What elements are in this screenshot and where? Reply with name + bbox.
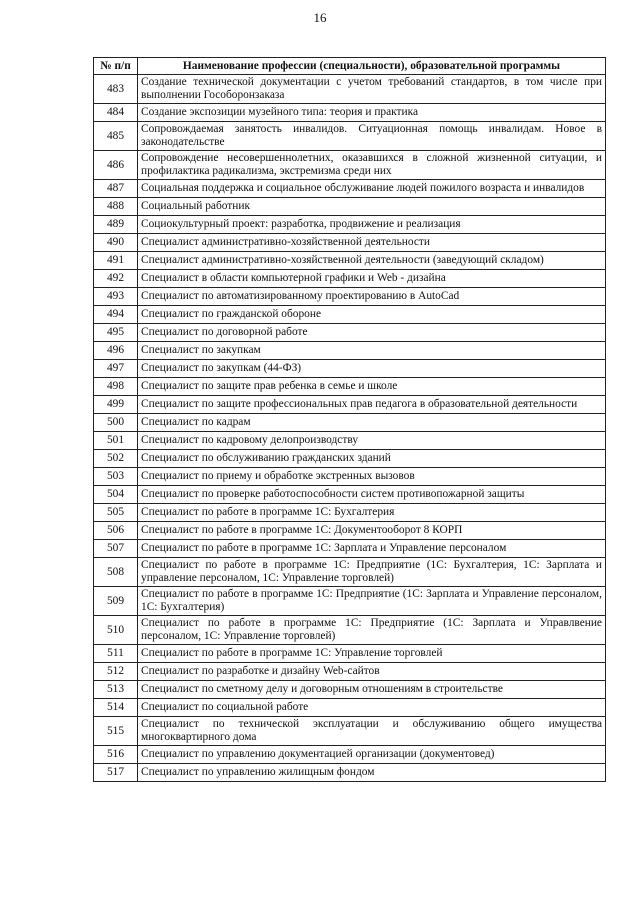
row-number: 507	[94, 540, 138, 558]
row-number: 511	[94, 645, 138, 663]
program-name: Специалист по социальной работе	[138, 699, 606, 717]
row-number: 515	[94, 717, 138, 746]
table-row	[94, 360, 606, 378]
program-name: Специалист по управлению документацией организации (документовед)	[138, 746, 606, 764]
program-name: Специалист по кадровому делопроизводству	[138, 432, 606, 450]
row-number: 492	[94, 270, 138, 288]
table-row	[94, 558, 606, 587]
table-row	[94, 681, 606, 699]
row-number: 505	[94, 504, 138, 522]
professions-table	[93, 57, 606, 782]
row-number: 490	[94, 234, 138, 252]
program-name: Специалист по работе в программе 1С: Предприятие (1С: Бухгалтерия, 1С: Зарплата и управление персоналом, 1С: Управление торговлей)	[138, 558, 606, 587]
program-name: Специалист по разработке и дизайну Web-сайтов	[138, 663, 606, 681]
row-number: 484	[94, 104, 138, 122]
table-row	[94, 151, 606, 180]
row-number: 501	[94, 432, 138, 450]
table-row	[94, 522, 606, 540]
row-number: 502	[94, 450, 138, 468]
row-number: 483	[94, 75, 138, 104]
table-row	[94, 270, 606, 288]
program-name: Специалист по работе в программе 1С: Документооборот 8 КОРП	[138, 522, 606, 540]
table-row	[94, 306, 606, 324]
table-row	[94, 288, 606, 306]
row-number: 489	[94, 216, 138, 234]
row-number: 491	[94, 252, 138, 270]
table-row	[94, 663, 606, 681]
table-row	[94, 504, 606, 522]
table-row	[94, 432, 606, 450]
program-name: Специалист по гражданской обороне	[138, 306, 606, 324]
row-number: 509	[94, 587, 138, 616]
table-row	[94, 764, 606, 782]
row-number: 498	[94, 378, 138, 396]
program-name: Специалист по закупкам	[138, 342, 606, 360]
program-name: Специалист по автоматизированному проектированию в AutoCad	[138, 288, 606, 306]
table-row	[94, 414, 606, 432]
table-row	[94, 587, 606, 616]
header-num: № п/п	[94, 58, 138, 75]
row-number: 514	[94, 699, 138, 717]
program-name: Специалист административно-хозяйственной деятельности (заведующий складом)	[138, 252, 606, 270]
program-name: Специалист по приему и обработке экстренных вызовов	[138, 468, 606, 486]
program-name: Специалист по работе в программе 1С: Бухгалтерия	[138, 504, 606, 522]
program-name: Сопровождение несовершеннолетних, оказавшихся в сложной жизненной ситуации, и профилактика радикализма, экстремизма среди них	[138, 151, 606, 180]
program-name: Специалист по защите профессиональных прав педагога в образовательной деятельности	[138, 396, 606, 414]
program-name: Социальный работник	[138, 198, 606, 216]
program-name: Специалист в области компьютерной графики и Web - дизайна	[138, 270, 606, 288]
row-number: 486	[94, 151, 138, 180]
table-header-row	[94, 58, 606, 75]
row-number: 510	[94, 616, 138, 645]
program-name: Социокультурный проект: разработка, продвижение и реализация	[138, 216, 606, 234]
row-number: 494	[94, 306, 138, 324]
header-name: Наименование профессии (специальности), образовательной программы	[138, 58, 606, 75]
row-number: 487	[94, 180, 138, 198]
table-row	[94, 216, 606, 234]
row-number: 496	[94, 342, 138, 360]
row-number: 504	[94, 486, 138, 504]
program-name: Специалист по сметному делу и договорным отношениям в строительстве	[138, 681, 606, 699]
table-row	[94, 75, 606, 104]
program-name: Специалист по работе в программе 1С: Управление торговлей	[138, 645, 606, 663]
page-number: 16	[313, 10, 327, 25]
row-number: 513	[94, 681, 138, 699]
table-row	[94, 450, 606, 468]
program-name: Специалист по управлению жилищным фондом	[138, 764, 606, 782]
table-row	[94, 180, 606, 198]
row-number: 500	[94, 414, 138, 432]
program-name: Специалист по кадрам	[138, 414, 606, 432]
row-number: 485	[94, 122, 138, 151]
program-name: Специалист по обслуживанию гражданских зданий	[138, 450, 606, 468]
table-body	[94, 75, 606, 782]
table-row	[94, 645, 606, 663]
program-name: Специалист по работе в программе 1С: Предприятие (1С: Зарплата и Управление персоналом, 1С: Бухгалтерия)	[138, 587, 606, 616]
row-number: 508	[94, 558, 138, 587]
table-row	[94, 396, 606, 414]
row-number: 517	[94, 764, 138, 782]
table-row	[94, 198, 606, 216]
row-number: 488	[94, 198, 138, 216]
row-number: 512	[94, 663, 138, 681]
table-row	[94, 699, 606, 717]
program-name: Специалист по закупкам (44-ФЗ)	[138, 360, 606, 378]
table-row	[94, 252, 606, 270]
table-row	[94, 468, 606, 486]
table-row	[94, 104, 606, 122]
program-name: Специалист по защите прав ребенка в семье и школе	[138, 378, 606, 396]
program-name: Создание технической документации с учетом требований стандартов, в том числе при выполнении Гособоронзаказа	[138, 75, 606, 104]
table-row	[94, 616, 606, 645]
table-row	[94, 486, 606, 504]
program-name: Специалист по проверке работоспособности систем противопожарной защиты	[138, 486, 606, 504]
row-number: 495	[94, 324, 138, 342]
program-name: Специалист по работе в программе 1С: Предприятие (1С: Зарплата и Управлвение персоналом, 1С: Управление торговлей)	[138, 616, 606, 645]
row-number: 499	[94, 396, 138, 414]
program-name: Специалист по договорной работе	[138, 324, 606, 342]
row-number: 497	[94, 360, 138, 378]
table-row	[94, 122, 606, 151]
program-name: Специалист по работе в программе 1С: Зарплата и Управление персоналом	[138, 540, 606, 558]
program-name: Сопровождаемая занятость инвалидов. Ситуационная помощь инвалидам. Новое в законодательстве	[138, 122, 606, 151]
program-name: Социальная поддержка и социальное обслуживание людей пожилого возраста и инвалидов	[138, 180, 606, 198]
table-row	[94, 342, 606, 360]
row-number: 503	[94, 468, 138, 486]
row-number: 493	[94, 288, 138, 306]
program-name: Специалист административно-хозяйственной деятельности	[138, 234, 606, 252]
table-row	[94, 717, 606, 746]
program-name: Создание экспозиции музейного типа: теория и практика	[138, 104, 606, 122]
table-row	[94, 378, 606, 396]
row-number: 506	[94, 522, 138, 540]
table-row	[94, 234, 606, 252]
table-row	[94, 324, 606, 342]
program-name: Специалист по технической эксплуатации и обслуживанию общего имущества многоквартирного дома	[138, 717, 606, 746]
table-row	[94, 540, 606, 558]
table-row	[94, 746, 606, 764]
row-number: 516	[94, 746, 138, 764]
